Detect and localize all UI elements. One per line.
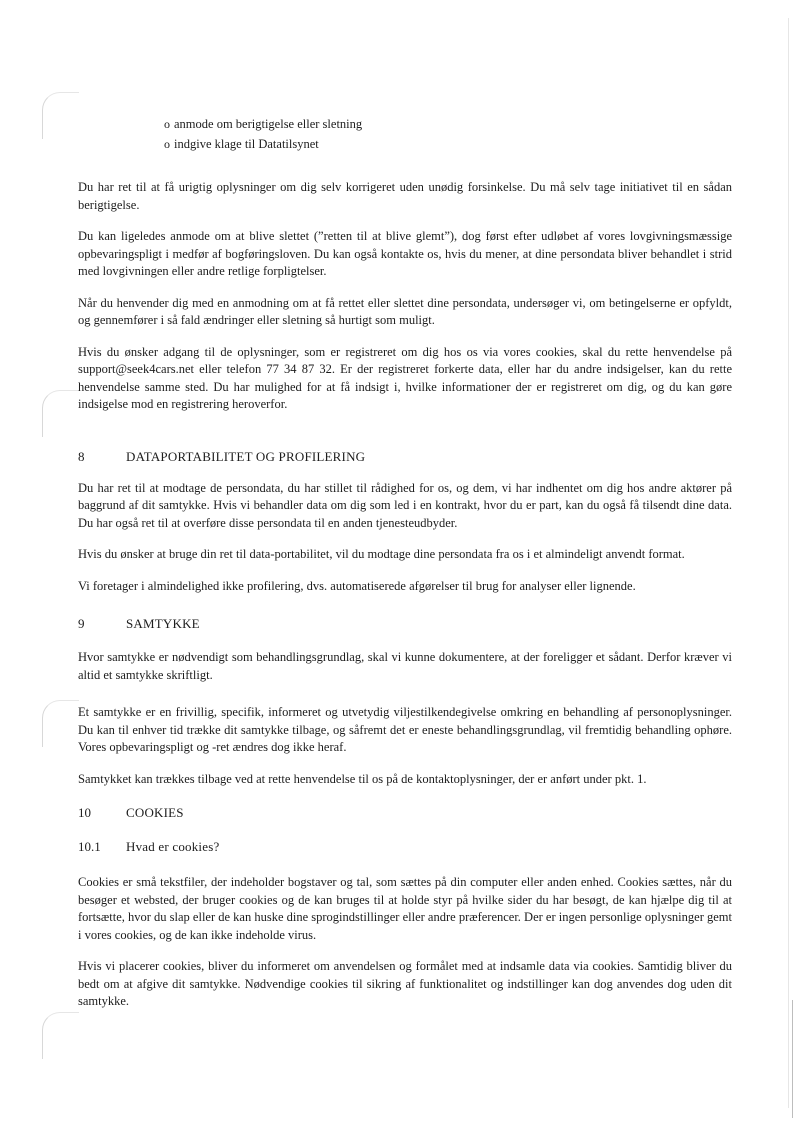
paragraph: Når du henvender dig med en anmodning om at få rettet eller slettet dine persondata, undersøger vi, om betingelserne er opfyldt, og gennemfører i så fald ændringer eller sletning så hurtigt som muligt. [78, 295, 732, 327]
subsection-title: Hvad er cookies? [126, 839, 220, 854]
paragraph: Samtykket kan trækkes tilbage ved at rette henvendelse til os på de kontaktoplysninger, der er anført under pkt. 1. [78, 771, 647, 786]
scan-edge-line [788, 18, 789, 1108]
circle-bullet-icon: o [164, 117, 170, 131]
section-number: 8 [78, 448, 85, 464]
subsection-heading [78, 838, 732, 856]
paragraph: Hvor samtykke er nødvendigt som behandlingsgrundlag, skal vi kunne dokumentere, at der foreligger et sådant. Derfor kræver vi altid et samtykke skriftligt. [78, 650, 732, 682]
paragraph: Du har ret til at modtage de persondata, du har stillet til rådighed for os, og dem, vi har indhentet om dig hos andre aktører på baggrund af dit samtykke. Hvis vi behandler data om dig som led i en kontrakt, hvor du er part, kan du også få tilsendt dine data. Du har også ret til at overføre disse persondata til en anden tjenesteudbyder. [78, 480, 732, 530]
section-number: 10 [78, 805, 91, 820]
subsection-number: 10.1 [78, 839, 101, 854]
list-item-text: indgive klage til Datatilsynet [174, 137, 319, 151]
section-title: COOKIES [126, 805, 184, 820]
list-item-text: anmode om berigtigelse eller sletning [174, 117, 363, 131]
paragraph: Hvis du ønsker adgang til de oplysninger, som er registreret om dig hos os via vores cookies, skal du rette henvendelse på support@seek4cars.net eller telefon 77 34 87 32. Er der registreret forkerte data, eller har du andre indsigelser, kan du rette henvendelse samme sted. Du har mulighed for at få indsigt i, hvilke informationer der er registreret om dig, og du kan gøre indsigelse mod en registrering heroverfor. [78, 344, 732, 411]
section-title: SAMTYKKE [126, 616, 200, 631]
paragraph: Vi foretager i almindelighed ikke profilering, dvs. automatiserede afgørelser til brug for analyser eller lignende. [78, 578, 636, 593]
paragraph: Du kan ligeledes anmode om at blive slettet (”retten til at blive glemt”), dog først efter udløbet af vores lovgivningsmæssige opbevaringspligt i medfør af bogføringsloven. Du kan også kontakte os, hvis du mener, at dine persondata bliver behandlet i strid med lovgivningen eller andre retlige forpligtelser. [78, 229, 732, 278]
paragraph: Hvis vi placerer cookies, bliver du informeret om anvendelsen og formålet med at indsamle data via cookies. Samtidig bliver du bedt om at afgive dit samtykke. Nødvendige cookies til sikring af funktionalitet og indstillinger kan dog anvendes dog uden dit samtykke. [78, 959, 732, 1008]
circle-bullet-icon: o [164, 137, 170, 151]
document-body [78, 106, 732, 1011]
punch-hole-mark [42, 700, 79, 747]
punch-hole-mark [42, 92, 79, 139]
list-item [78, 134, 732, 154]
scan-edge-mark [792, 1000, 793, 1118]
punch-hole-mark [42, 390, 79, 437]
list-item [78, 114, 732, 134]
section-heading [78, 448, 732, 466]
section-heading [78, 615, 732, 633]
section-number: 9 [78, 616, 85, 631]
paragraph: Hvis du ønsker at bruge din ret til data-portabilitet, vil du modtage dine persondata fra os i et almindeligt anvendt format. [78, 547, 685, 561]
section-heading [78, 804, 732, 822]
punch-hole-mark [42, 1012, 79, 1059]
paragraph: Et samtykke er en frivillig, specifik, informeret og utvetydig viljestilkendegivelse omkring en behandling af personoplysninger. Du kan til enhver tid trække dit samtykke tilbage, og såfremt det er eneste behandlingsgrundlag, vil fremtidig behandling ophøre. Vores opbevaringspligt og -ret ændres dog ikke heraf. [78, 705, 732, 754]
section-title: DATAPORTABILITET OG PROFILERING [126, 448, 366, 464]
paragraph: Du har ret til at få urigtig oplysninger om dig selv korrigeret uden unødig forsinkelse. Du må selv tage initiativet til en sådan berigtigelse. [78, 180, 732, 212]
paragraph: Cookies er små tekstfiler, der indeholder bogstaver og tal, som sættes på din computer eller anden enhed. Cookies sættes, når du besøger et websted, der bruger cookies og de kan bruges til at holde styr på hvilke sider du har besøgt, de kan hjælpe dig til at fortsætte, hvor du slap eller de kan huske dine sprogindstillinger eller andre præferencer. Der er ingen personlige oplysninger gemt i vores cookies, og de kan ikke indeholde virus. [78, 875, 732, 942]
